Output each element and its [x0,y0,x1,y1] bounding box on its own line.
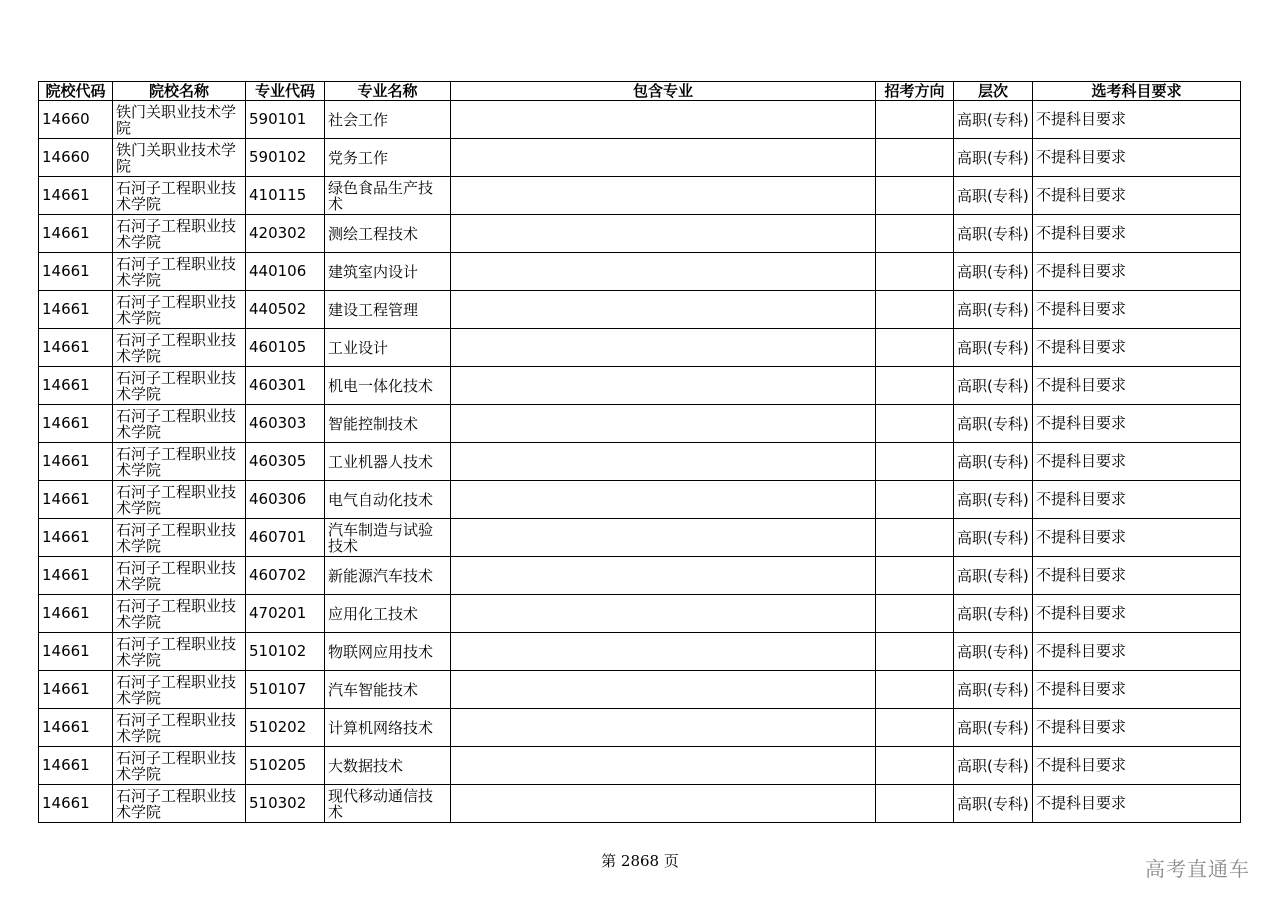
cell-school-code: 14661 [39,557,113,595]
cell-included-majors [451,367,876,405]
table-row [39,291,1241,329]
table-row [39,367,1241,405]
cell-major-name: 工业机器人技术 [325,443,451,481]
cell-level: 高职(专科) [954,633,1033,671]
cell-major-name: 机电一体化技术 [325,367,451,405]
table-row [39,595,1241,633]
cell-major-name: 建设工程管理 [325,291,451,329]
cell-major-name: 新能源汽车技术 [325,557,451,595]
cell-school-code: 14661 [39,747,113,785]
table-row [39,557,1241,595]
table-body [39,101,1241,823]
cell-level: 高职(专科) [954,443,1033,481]
cell-major-name: 电气自动化技术 [325,481,451,519]
cell-major-code: 510102 [246,633,325,671]
header-level: 层次 [954,82,1033,101]
table-row [39,785,1241,823]
cell-school-code: 14661 [39,633,113,671]
cell-school-name: 石河子工程职业技术学院 [113,177,246,215]
cell-school-code: 14661 [39,329,113,367]
cell-school-code: 14661 [39,481,113,519]
cell-exam-direction [876,291,954,329]
cell-subject-requirement: 不提科目要求 [1033,709,1241,747]
cell-subject-requirement: 不提科目要求 [1033,443,1241,481]
cell-included-majors [451,101,876,139]
cell-major-name: 物联网应用技术 [325,633,451,671]
cell-major-code: 510107 [246,671,325,709]
header-major-code: 专业代码 [246,82,325,101]
cell-major-code: 460303 [246,405,325,443]
cell-school-code: 14661 [39,291,113,329]
cell-included-majors [451,595,876,633]
cell-major-name: 大数据技术 [325,747,451,785]
cell-level: 高职(专科) [954,329,1033,367]
cell-school-name: 石河子工程职业技术学院 [113,709,246,747]
cell-school-name: 铁门关职业技术学院 [113,139,246,177]
cell-school-name: 石河子工程职业技术学院 [113,253,246,291]
cell-school-name: 石河子工程职业技术学院 [113,481,246,519]
cell-level: 高职(专科) [954,519,1033,557]
cell-school-name: 铁门关职业技术学院 [113,101,246,139]
cell-level: 高职(专科) [954,785,1033,823]
cell-school-code: 14661 [39,519,113,557]
cell-level: 高职(专科) [954,747,1033,785]
cell-included-majors [451,139,876,177]
cell-major-code: 420302 [246,215,325,253]
cell-major-name: 测绘工程技术 [325,215,451,253]
cell-subject-requirement: 不提科目要求 [1033,139,1241,177]
cell-level: 高职(专科) [954,291,1033,329]
cell-major-code: 460305 [246,443,325,481]
cell-school-code: 14660 [39,139,113,177]
page-number: 第 2868 页 [601,852,679,870]
cell-major-name: 现代移动通信技术 [325,785,451,823]
admissions-table [38,81,1241,823]
cell-level: 高职(专科) [954,405,1033,443]
cell-major-code: 440502 [246,291,325,329]
cell-subject-requirement: 不提科目要求 [1033,595,1241,633]
cell-major-code: 460702 [246,557,325,595]
cell-major-code: 590102 [246,139,325,177]
cell-school-name: 石河子工程职业技术学院 [113,747,246,785]
table-row [39,329,1241,367]
table-row [39,139,1241,177]
table-row [39,747,1241,785]
header-subject-requirement: 选考科目要求 [1033,82,1241,101]
header-major-name: 专业名称 [325,82,451,101]
cell-level: 高职(专科) [954,557,1033,595]
cell-subject-requirement: 不提科目要求 [1033,101,1241,139]
cell-included-majors [451,177,876,215]
cell-level: 高职(专科) [954,139,1033,177]
cell-included-majors [451,481,876,519]
table-row [39,101,1241,139]
cell-school-name: 石河子工程职业技术学院 [113,633,246,671]
table-row [39,177,1241,215]
cell-level: 高职(专科) [954,709,1033,747]
cell-school-code: 14661 [39,785,113,823]
header-included-majors: 包含专业 [451,82,876,101]
cell-school-code: 14661 [39,405,113,443]
cell-level: 高职(专科) [954,595,1033,633]
cell-included-majors [451,519,876,557]
cell-school-name: 石河子工程职业技术学院 [113,367,246,405]
cell-major-name: 党务工作 [325,139,451,177]
cell-exam-direction [876,557,954,595]
cell-major-code: 460105 [246,329,325,367]
cell-subject-requirement: 不提科目要求 [1033,519,1241,557]
cell-school-code: 14661 [39,215,113,253]
cell-major-code: 460306 [246,481,325,519]
cell-major-code: 460301 [246,367,325,405]
cell-school-code: 14661 [39,595,113,633]
cell-school-code: 14661 [39,367,113,405]
cell-subject-requirement: 不提科目要求 [1033,367,1241,405]
cell-major-name: 绿色食品生产技术 [325,177,451,215]
cell-subject-requirement: 不提科目要求 [1033,671,1241,709]
cell-major-code: 510205 [246,747,325,785]
cell-major-name: 应用化工技术 [325,595,451,633]
cell-school-name: 石河子工程职业技术学院 [113,405,246,443]
cell-school-name: 石河子工程职业技术学院 [113,557,246,595]
cell-subject-requirement: 不提科目要求 [1033,785,1241,823]
cell-included-majors [451,785,876,823]
cell-school-code: 14661 [39,671,113,709]
table-row [39,253,1241,291]
cell-level: 高职(专科) [954,367,1033,405]
cell-exam-direction [876,595,954,633]
cell-subject-requirement: 不提科目要求 [1033,329,1241,367]
header-exam-direction: 招考方向 [876,82,954,101]
cell-level: 高职(专科) [954,101,1033,139]
table-row [39,481,1241,519]
cell-included-majors [451,557,876,595]
cell-subject-requirement: 不提科目要求 [1033,405,1241,443]
cell-school-name: 石河子工程职业技术学院 [113,291,246,329]
cell-major-name: 建筑室内设计 [325,253,451,291]
cell-exam-direction [876,481,954,519]
cell-school-code: 14661 [39,443,113,481]
cell-school-code: 14660 [39,101,113,139]
cell-subject-requirement: 不提科目要求 [1033,177,1241,215]
table-row [39,633,1241,671]
table-row [39,709,1241,747]
cell-included-majors [451,671,876,709]
cell-level: 高职(专科) [954,671,1033,709]
cell-major-name: 计算机网络技术 [325,709,451,747]
cell-school-name: 石河子工程职业技术学院 [113,329,246,367]
cell-major-name: 汽车智能技术 [325,671,451,709]
cell-exam-direction [876,671,954,709]
cell-major-code: 510302 [246,785,325,823]
cell-subject-requirement: 不提科目要求 [1033,291,1241,329]
cell-school-name: 石河子工程职业技术学院 [113,671,246,709]
cell-exam-direction [876,443,954,481]
table-row [39,405,1241,443]
cell-included-majors [451,215,876,253]
cell-major-name: 社会工作 [325,101,451,139]
cell-exam-direction [876,215,954,253]
cell-included-majors [451,747,876,785]
cell-included-majors [451,443,876,481]
cell-major-code: 470201 [246,595,325,633]
cell-level: 高职(专科) [954,253,1033,291]
cell-level: 高职(专科) [954,177,1033,215]
cell-exam-direction [876,519,954,557]
cell-exam-direction [876,709,954,747]
cell-level: 高职(专科) [954,481,1033,519]
cell-major-code: 410115 [246,177,325,215]
cell-subject-requirement: 不提科目要求 [1033,557,1241,595]
cell-exam-direction [876,633,954,671]
cell-exam-direction [876,253,954,291]
table-row [39,671,1241,709]
cell-subject-requirement: 不提科目要求 [1033,481,1241,519]
cell-exam-direction [876,785,954,823]
cell-school-name: 石河子工程职业技术学院 [113,595,246,633]
cell-exam-direction [876,329,954,367]
cell-included-majors [451,405,876,443]
cell-school-code: 14661 [39,709,113,747]
cell-exam-direction [876,177,954,215]
cell-major-code: 510202 [246,709,325,747]
cell-included-majors [451,709,876,747]
table-row [39,215,1241,253]
cell-major-name: 汽车制造与试验技术 [325,519,451,557]
header-row [39,82,1241,101]
cell-included-majors [451,329,876,367]
cell-major-code: 460701 [246,519,325,557]
cell-subject-requirement: 不提科目要求 [1033,215,1241,253]
cell-school-name: 石河子工程职业技术学院 [113,519,246,557]
header-school-name: 院校名称 [113,82,246,101]
cell-subject-requirement: 不提科目要求 [1033,633,1241,671]
watermark-logo: 高考直通车 [1145,857,1250,881]
cell-exam-direction [876,747,954,785]
cell-school-code: 14661 [39,253,113,291]
cell-subject-requirement: 不提科目要求 [1033,747,1241,785]
cell-school-name: 石河子工程职业技术学院 [113,785,246,823]
cell-exam-direction [876,139,954,177]
cell-major-code: 440106 [246,253,325,291]
cell-included-majors [451,633,876,671]
cell-major-code: 590101 [246,101,325,139]
header-school-code: 院校代码 [39,82,113,101]
cell-included-majors [451,291,876,329]
cell-included-majors [451,253,876,291]
cell-school-name: 石河子工程职业技术学院 [113,443,246,481]
cell-school-code: 14661 [39,177,113,215]
cell-subject-requirement: 不提科目要求 [1033,253,1241,291]
cell-exam-direction [876,405,954,443]
table-row [39,443,1241,481]
cell-major-name: 工业设计 [325,329,451,367]
cell-exam-direction [876,101,954,139]
table-row [39,519,1241,557]
cell-level: 高职(专科) [954,215,1033,253]
cell-school-name: 石河子工程职业技术学院 [113,215,246,253]
cell-exam-direction [876,367,954,405]
cell-major-name: 智能控制技术 [325,405,451,443]
